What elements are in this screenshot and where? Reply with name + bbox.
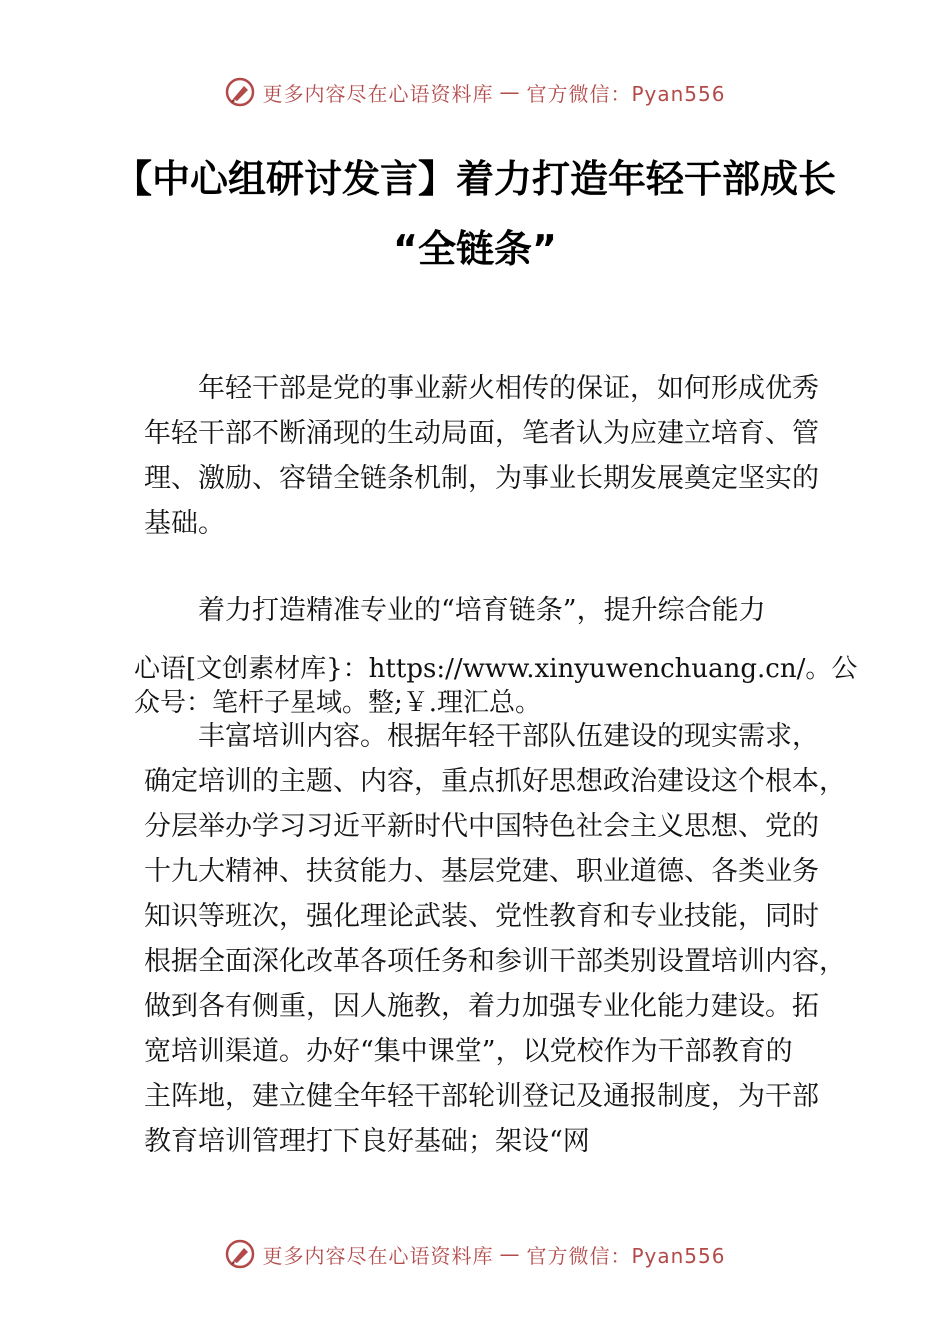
text-line: 十九大精神、扶贫能力、基层党建、职业道德、各类业务: [144, 856, 819, 887]
promo-line: 众号：笔杆子星域。整;￥.理汇总。: [134, 688, 542, 718]
paragraph-training: [144, 714, 844, 1164]
text-line: 分层举办学习习近平新时代中国特色社会主义思想、党的: [144, 811, 819, 842]
document-title-line-2: “全链条”: [393, 227, 557, 271]
text-line: 教育培训管理打下良好基础；架设“网: [144, 1126, 590, 1157]
text-line: 丰富培训内容。根据年轻干部队伍建设的现实需求，: [144, 721, 819, 752]
footer-banner: [0, 1232, 950, 1276]
text-line: 根据全面深化改革各项任务和参训干部类别设置培训内容，: [144, 946, 846, 977]
text-line: 主阵地，建立健全年轻干部轮训登记及通报制度，为干部: [144, 1081, 819, 1112]
banner-wechat: 官方微信：Pyan556: [526, 81, 726, 106]
header-banner: [0, 70, 950, 114]
text-line: 做到各有侧重，因人施教，着力加强专业化能力建设。拓: [144, 991, 819, 1022]
text-line: 年轻干部不断涌现的生动局面，笔者认为应建立培育、管: [144, 418, 819, 449]
banner-site-name: 更多内容尽在心语资料库: [262, 1243, 494, 1268]
banner-separator: —: [499, 1242, 521, 1266]
section-heading: [144, 588, 844, 633]
text-line: 理、激励、容错全链条机制，为事业长期发展奠定坚实的: [144, 463, 819, 494]
text-line: 年轻干部是党的事业薪火相传的保证，如何形成优秀: [144, 373, 819, 404]
document-title-line-1: 【中心组研讨发言】着力打造年轻干部成长: [113, 157, 836, 201]
promo-line: 心语[文创素材库}：https://www.xinyuwenchuang.cn/。公: [134, 654, 858, 684]
text-line: 知识等班次，强化理论武装、党性教育和专业技能，同时: [144, 901, 819, 932]
text-line: 确定培训的主题、内容，重点抓好思想政治建设这个根本，: [144, 766, 846, 797]
banner-site-name: 更多内容尽在心语资料库: [262, 81, 494, 106]
section-heading-text: 着力打造精准专业的“培育链条”，提升综合能力: [144, 595, 766, 626]
pen-nib-logo-icon: [224, 1238, 256, 1270]
text-line: 宽培训渠道。办好“集中课堂”，以党校作为干部教育的: [144, 1036, 793, 1067]
promo-note: [134, 652, 858, 720]
paragraph-intro: [144, 366, 844, 546]
banner-separator: —: [499, 80, 521, 104]
text-line: 基础。: [144, 508, 225, 539]
pen-nib-logo-icon: [224, 76, 256, 108]
banner-wechat: 官方微信：Pyan556: [526, 1243, 726, 1268]
